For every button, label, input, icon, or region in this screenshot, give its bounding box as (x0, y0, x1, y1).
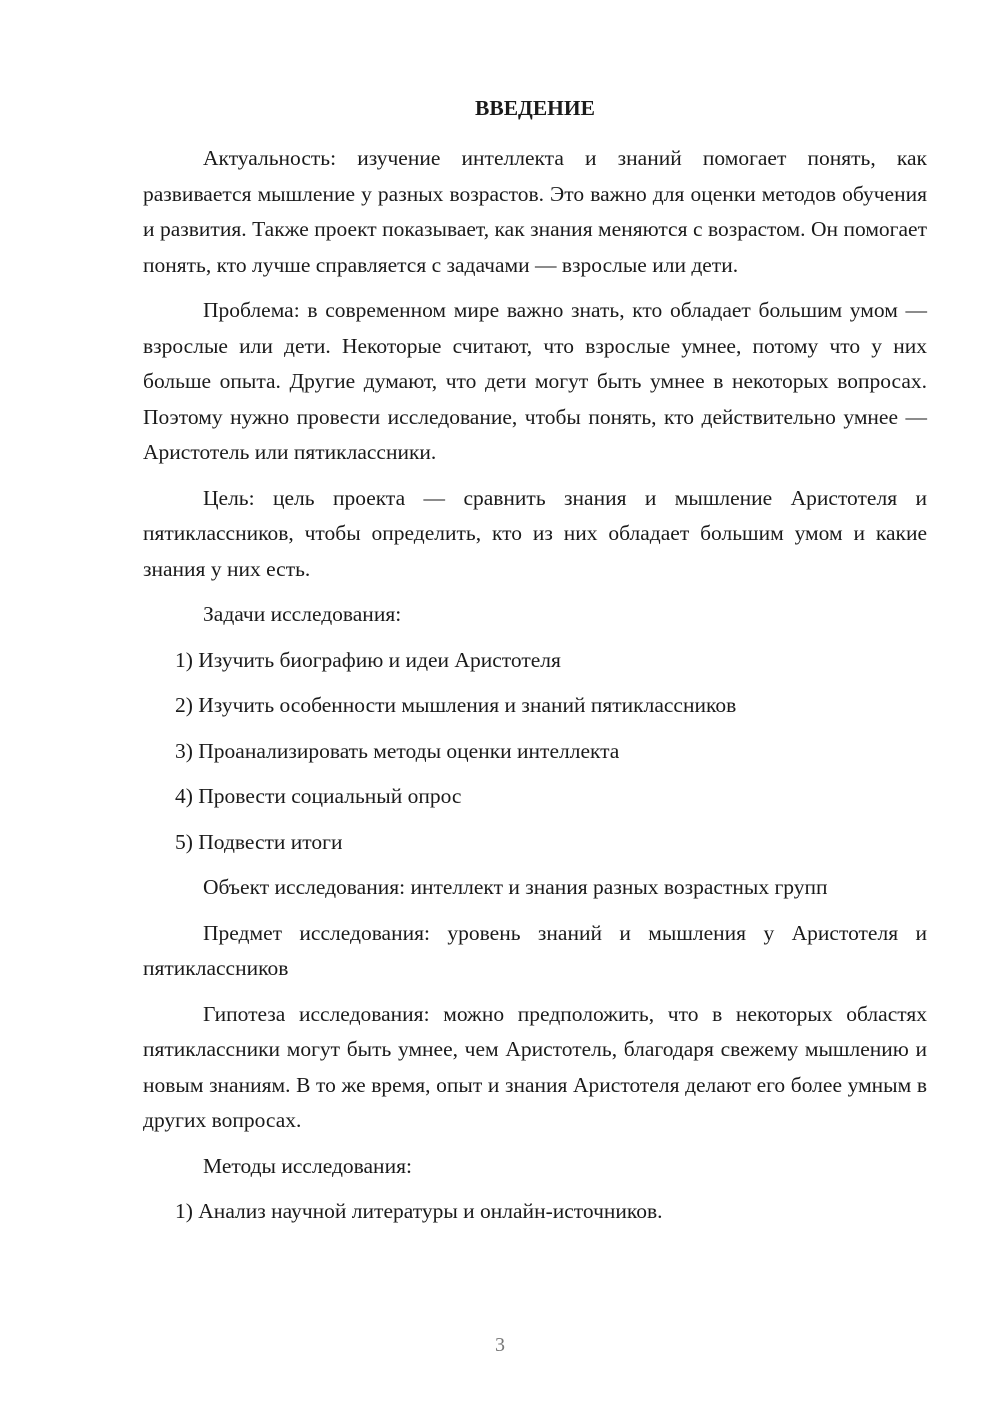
task-item: 1) Изучить биографию и идеи Аристотеля (175, 647, 561, 672)
tasks-heading: Задачи исследования: (203, 602, 402, 626)
problem-paragraph: Проблема: в современном мире важно знать, кто обладает большим умом — взрослые или дети. Некоторые считают, что взрослые умнее, потому что у них больше опыта. Другие думают, что дети могут быть умнее в некоторых вопросах. Поэтому нужно провести исследование, чтобы понять, кто действительно умнее — Аристотель или пятиклассники. (143, 298, 927, 464)
task-item: 5) Подвести итоги (175, 829, 343, 854)
subject-paragraph: Предмет исследования: уровень знаний и мышления у Аристотеля и пятиклассников (143, 920, 927, 980)
page-title: ВВЕДЕНИЕ (475, 96, 595, 120)
relevance-paragraph: Актуальность: изучение интеллекта и знаний помогает понять, как развивается мышление у разных возрастов. Это важно для оценки методов обучения и развития. Также проект показывает, как знания меняются с возрастом. Он помогает понять, кто лучше справляется с задачами — взрослые или дети. (143, 146, 927, 277)
methods-heading: Методы исследования: (203, 1153, 412, 1178)
task-item: 4) Провести социальный опрос (175, 784, 462, 808)
object-paragraph: Объект исследования: интеллект и знания разных возрастных групп (203, 875, 828, 899)
goal-paragraph: Цель: цель проекта — сравнить знания и мышление Аристотеля и пятиклассников, чтобы определить, кто из них обладает большим умом и какие знания у них есть. (143, 485, 927, 581)
page-number: 3 (495, 1334, 505, 1356)
task-item: 2) Изучить особенности мышления и знаний пятиклассников (175, 693, 737, 717)
task-item: 3) Проанализировать методы оценки интеллекта (175, 738, 620, 763)
document-body (143, 141, 927, 1240)
method-item: 1) Анализ научной литературы и онлайн-источников. (175, 1199, 663, 1223)
hypothesis-paragraph: Гипотеза исследования: можно предположить, что в некоторых областях пятиклассники могут быть умнее, чем Аристотель, благодаря свежему мышлению и новым знаниям. В то же время, опыт и знания Аристотеля делают его более умным в других вопросах. (143, 1001, 927, 1132)
